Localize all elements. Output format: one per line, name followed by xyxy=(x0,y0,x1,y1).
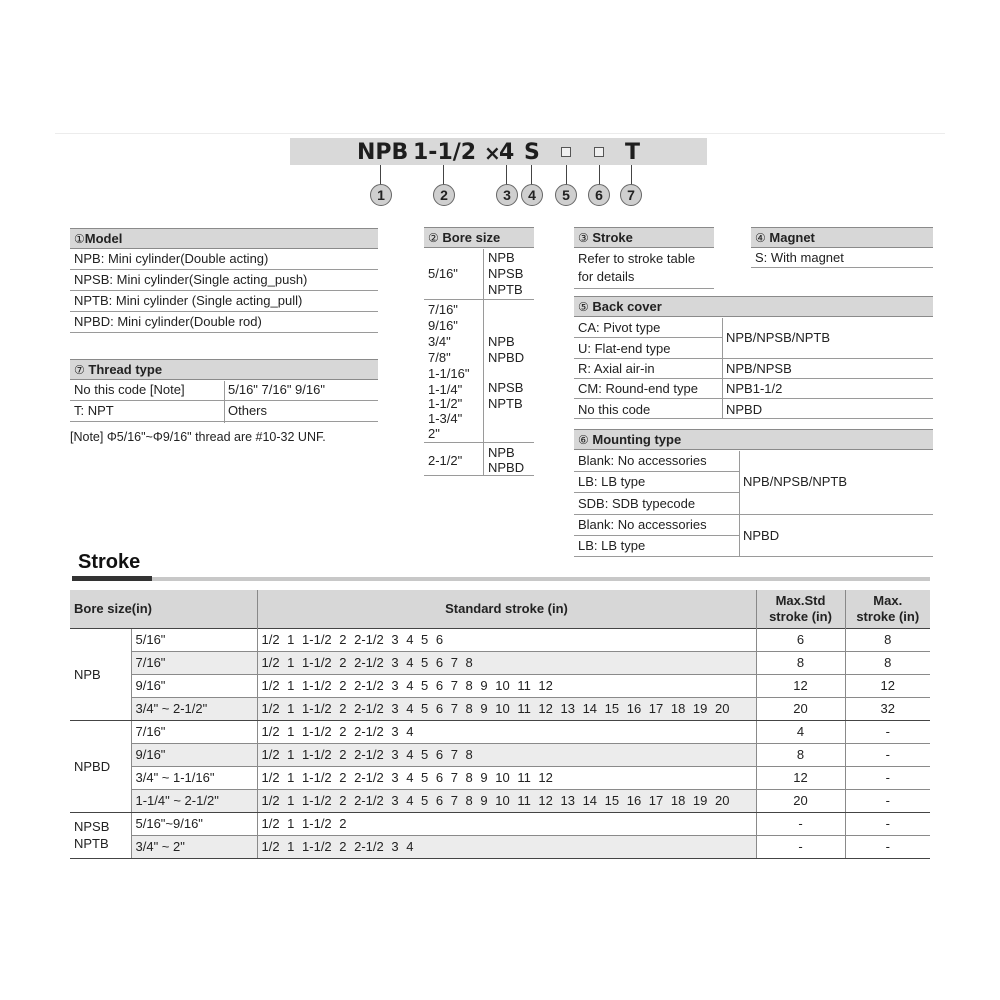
max-std-cell: 6 xyxy=(756,628,845,651)
back-cover-line xyxy=(574,418,933,419)
bore-cell: 3/4" ~ 2-1/2" xyxy=(131,697,257,720)
code-placeholder-mounting xyxy=(594,147,604,157)
back-cover-models: NPB/NPSB/NPTB xyxy=(726,330,831,345)
bore-size: 7/8" xyxy=(428,350,451,365)
stroke-cell: 1/2 1 1-1/2 2 2-1/2 3 4 5 6 7 8 9 10 11 12 13 14 15 16 17 18 19 20 xyxy=(257,789,756,812)
bore-cell: 9/16" xyxy=(131,674,257,697)
header-bore-size: Bore size(in) xyxy=(70,590,257,628)
bore-header xyxy=(424,227,534,248)
code-times: × xyxy=(484,141,501,165)
group-model-line: NPSB xyxy=(74,819,110,834)
header-max-std-line: stroke (in) xyxy=(769,608,832,624)
back-cover-line xyxy=(574,358,933,359)
bore-model: NPBD xyxy=(488,350,525,365)
bore-model: NPB xyxy=(488,445,515,460)
code-thread: T xyxy=(625,140,641,165)
model-row: NPTB: Mini cylinder (Single acting_pull) xyxy=(70,291,378,312)
bore-cell: 9/16" xyxy=(131,743,257,766)
max-cell: 8 xyxy=(845,628,930,651)
max-cell: - xyxy=(845,812,930,835)
thread-size: 5/16" 7/16" 9/16" xyxy=(228,382,325,397)
stroke-option-line xyxy=(574,288,714,289)
mounting-line xyxy=(574,471,739,472)
table-row xyxy=(70,628,930,651)
max-cell: 32 xyxy=(845,697,930,720)
top-divider xyxy=(55,133,945,134)
mounting-line xyxy=(574,535,739,536)
header-max-std-line: Max.Std xyxy=(775,592,826,608)
mounting-line xyxy=(574,556,933,557)
code-leader-line xyxy=(506,165,507,185)
model-title: Model xyxy=(84,231,123,246)
stroke-cell: 1/2 1 1-1/2 2 2-1/2 3 4 5 6 7 8 9 10 11 12 13 14 15 16 17 18 19 20 xyxy=(257,697,756,720)
group-model-line: NPTB xyxy=(74,836,109,851)
bore-model: NPBD xyxy=(488,460,525,475)
stroke-option-text: for details xyxy=(578,269,635,284)
back-cover-code: No this code xyxy=(578,402,651,417)
bore-title: Bore size xyxy=(442,230,501,245)
back-cover-code: CA: Pivot type xyxy=(578,320,661,335)
bore-size: 1-1/2" xyxy=(428,396,463,411)
bore-cell: 3/4" ~ 1-1/16" xyxy=(131,766,257,789)
magnet-section xyxy=(751,227,933,269)
thread-number: ⑦ xyxy=(74,363,85,377)
stroke-option-number: ③ xyxy=(578,231,589,245)
model-row: NPBD: Mini cylinder(Double rod) xyxy=(70,312,378,333)
thread-size: Others xyxy=(228,403,268,418)
code-number-7: 7 xyxy=(620,184,642,206)
max-std-cell: 20 xyxy=(756,789,845,812)
table-row xyxy=(70,835,930,858)
stroke-cell: 1/2 1 1-1/2 2 2-1/2 3 4 5 6 xyxy=(257,628,756,651)
stroke-title-rule xyxy=(152,577,930,581)
code-leader-line xyxy=(566,165,567,185)
stroke-cell: 1/2 1 1-1/2 2 xyxy=(257,812,756,835)
mounting-models: NPB/NPSB/NPTB xyxy=(743,474,848,489)
thread-code: T: NPT xyxy=(74,403,114,418)
back-cover-code: CM: Round-end type xyxy=(578,381,698,396)
mounting-option: LB: LB type xyxy=(578,538,646,553)
code-number-2: 2 xyxy=(433,184,455,206)
group-model xyxy=(70,812,131,858)
mounting-option: Blank: No accessories xyxy=(578,453,707,468)
header-max-line: Max. xyxy=(873,592,903,608)
max-cell: - xyxy=(845,835,930,858)
header-standard-stroke: Standard stroke (in) xyxy=(257,590,756,628)
thread-divider xyxy=(224,381,225,423)
thread-title: Thread type xyxy=(88,362,163,377)
stroke-table-header-row xyxy=(70,590,930,628)
model-row: NPB: Mini cylinder(Double acting) xyxy=(70,249,378,270)
model-header xyxy=(70,228,378,249)
table-row xyxy=(70,812,930,835)
bore-size: 2-1/2" xyxy=(428,453,463,468)
code-number-5: 5 xyxy=(555,184,577,206)
max-std-cell: 12 xyxy=(756,674,845,697)
back-cover-code: U: Flat-end type xyxy=(578,341,671,356)
mounting-option: Blank: No accessories xyxy=(578,517,707,532)
mounting-option: SDB: SDB typecode xyxy=(578,496,696,511)
max-std-cell: 8 xyxy=(756,651,845,674)
stroke-option-section xyxy=(574,227,714,289)
bore-model: NPSB xyxy=(488,380,524,395)
back-cover-models: NPB/NPSB xyxy=(726,361,792,376)
bore-cell: 7/16" xyxy=(131,720,257,743)
max-cell: - xyxy=(845,789,930,812)
bore-row-line xyxy=(424,442,534,443)
back-cover-section xyxy=(574,296,933,420)
back-cover-header xyxy=(574,296,933,317)
code-leader-line xyxy=(599,165,600,185)
back-cover-line xyxy=(574,398,933,399)
mounting-header xyxy=(574,429,933,450)
bore-cell: 5/16" xyxy=(131,628,257,651)
bore-size: 9/16" xyxy=(428,318,458,333)
code-number-1: 1 xyxy=(370,184,392,206)
code-leader-line xyxy=(531,165,532,185)
bore-size: 1-3/4" xyxy=(428,411,463,426)
back-cover-models: NPBD xyxy=(726,402,763,417)
stroke-option-text: Refer to stroke table xyxy=(578,251,696,266)
table-row xyxy=(70,720,930,743)
magnet-text: S: With magnet xyxy=(755,250,844,265)
table-row xyxy=(70,697,930,720)
bore-model: NPTB xyxy=(488,396,523,411)
table-row xyxy=(70,651,930,674)
stroke-option-title: Stroke xyxy=(592,230,633,245)
bore-size: 3/4" xyxy=(428,334,451,349)
code-leader-line xyxy=(443,165,444,185)
max-std-cell: - xyxy=(756,812,845,835)
stroke-cell: 1/2 1 1-1/2 2 2-1/2 3 4 xyxy=(257,835,756,858)
code-number-6: 6 xyxy=(588,184,610,206)
magnet-number: ④ xyxy=(755,231,766,245)
bore-cell: 5/16"~9/16" xyxy=(131,812,257,835)
stroke-title-underline xyxy=(72,576,152,581)
back-cover-number: ⑤ xyxy=(578,300,589,314)
max-cell: 8 xyxy=(845,651,930,674)
stroke-table xyxy=(70,590,930,859)
stroke-cell: 1/2 1 1-1/2 2 2-1/2 3 4 5 6 7 8 9 10 11 12 xyxy=(257,766,756,789)
bore-number: ② xyxy=(428,231,439,245)
stroke-cell: 1/2 1 1-1/2 2 2-1/2 3 4 xyxy=(257,720,756,743)
bore-section xyxy=(424,227,534,477)
thread-note: [Note] Φ5/16"~Φ9/16" thread are #10-32 UNF. xyxy=(70,430,326,444)
bore-model: NPB xyxy=(488,250,515,265)
max-std-cell: 12 xyxy=(756,766,845,789)
bore-size: 1-1/4" xyxy=(428,382,463,397)
bore-model: NPSB xyxy=(488,266,524,281)
table-row xyxy=(70,674,930,697)
max-std-cell: 20 xyxy=(756,697,845,720)
table-row xyxy=(70,766,930,789)
bore-row-line xyxy=(424,299,534,300)
model-section xyxy=(70,228,378,333)
code-stroke: 4 xyxy=(499,140,515,165)
code-number-3: 3 xyxy=(496,184,518,206)
model-number: ① xyxy=(74,232,85,246)
mounting-number: ⑥ xyxy=(578,433,589,447)
header-max-stroke xyxy=(845,590,930,628)
bore-size: 5/16" xyxy=(428,266,458,281)
code-number-4: 4 xyxy=(521,184,543,206)
header-max-line: stroke (in) xyxy=(856,608,920,624)
stroke-cell: 1/2 1 1-1/2 2 2-1/2 3 4 5 6 7 8 9 10 11 12 xyxy=(257,674,756,697)
magnet-header xyxy=(751,227,933,248)
table-row xyxy=(70,743,930,766)
max-std-cell: - xyxy=(756,835,845,858)
bore-size: 1-1/16" xyxy=(428,366,470,381)
back-cover-models: NPB1-1/2 xyxy=(726,381,783,396)
mounting-section xyxy=(574,429,933,559)
thread-section xyxy=(70,359,378,422)
code-leader-line xyxy=(631,165,632,185)
mounting-line xyxy=(574,492,739,493)
thread-code: No this code [Note] xyxy=(74,382,185,397)
code-model: NPB xyxy=(357,140,409,165)
stroke-table-title: Stroke xyxy=(78,551,141,573)
bore-cell: 7/16" xyxy=(131,651,257,674)
magnet-title: Magnet xyxy=(769,230,815,245)
table-row xyxy=(70,789,930,812)
mounting-option: LB: LB type xyxy=(578,474,646,489)
mounting-divider xyxy=(739,451,740,557)
code-placeholder-back-cover xyxy=(561,147,571,157)
group-model: NPBD xyxy=(70,720,131,812)
mounting-title: Mounting type xyxy=(592,432,682,447)
code-magnet: S xyxy=(524,140,540,165)
bore-model: NPB xyxy=(488,334,515,349)
group-model: NPB xyxy=(70,628,131,720)
magnet-line xyxy=(751,267,933,268)
max-cell: - xyxy=(845,743,930,766)
stroke-cell: 1/2 1 1-1/2 2 2-1/2 3 4 5 6 7 8 xyxy=(257,651,756,674)
stroke-cell: 1/2 1 1-1/2 2 2-1/2 3 4 5 6 7 8 xyxy=(257,743,756,766)
code-leader-line xyxy=(380,165,381,185)
bore-cell: 3/4" ~ 2" xyxy=(131,835,257,858)
max-cell: 12 xyxy=(845,674,930,697)
thread-header xyxy=(70,359,378,380)
bore-size: 7/16" xyxy=(428,302,458,317)
max-std-cell: 8 xyxy=(756,743,845,766)
back-cover-line xyxy=(574,337,722,338)
back-cover-line xyxy=(574,378,933,379)
stroke-option-header xyxy=(574,227,714,248)
mounting-line xyxy=(574,514,933,515)
code-bore: 1-1/2 xyxy=(413,140,477,165)
bore-model: NPTB xyxy=(488,282,523,297)
max-std-cell: 4 xyxy=(756,720,845,743)
bore-size: 2" xyxy=(428,426,440,441)
back-cover-title: Back cover xyxy=(592,299,662,314)
bore-cell: 1-1/4" ~ 2-1/2" xyxy=(131,789,257,812)
header-max-std-stroke xyxy=(756,590,845,628)
max-cell: - xyxy=(845,766,930,789)
back-cover-divider xyxy=(722,318,723,419)
mounting-models: NPBD xyxy=(743,528,780,543)
back-cover-code: R: Axial air-in xyxy=(578,361,655,376)
model-row: NPSB: Mini cylinder(Single acting_push) xyxy=(70,270,378,291)
max-cell: - xyxy=(845,720,930,743)
